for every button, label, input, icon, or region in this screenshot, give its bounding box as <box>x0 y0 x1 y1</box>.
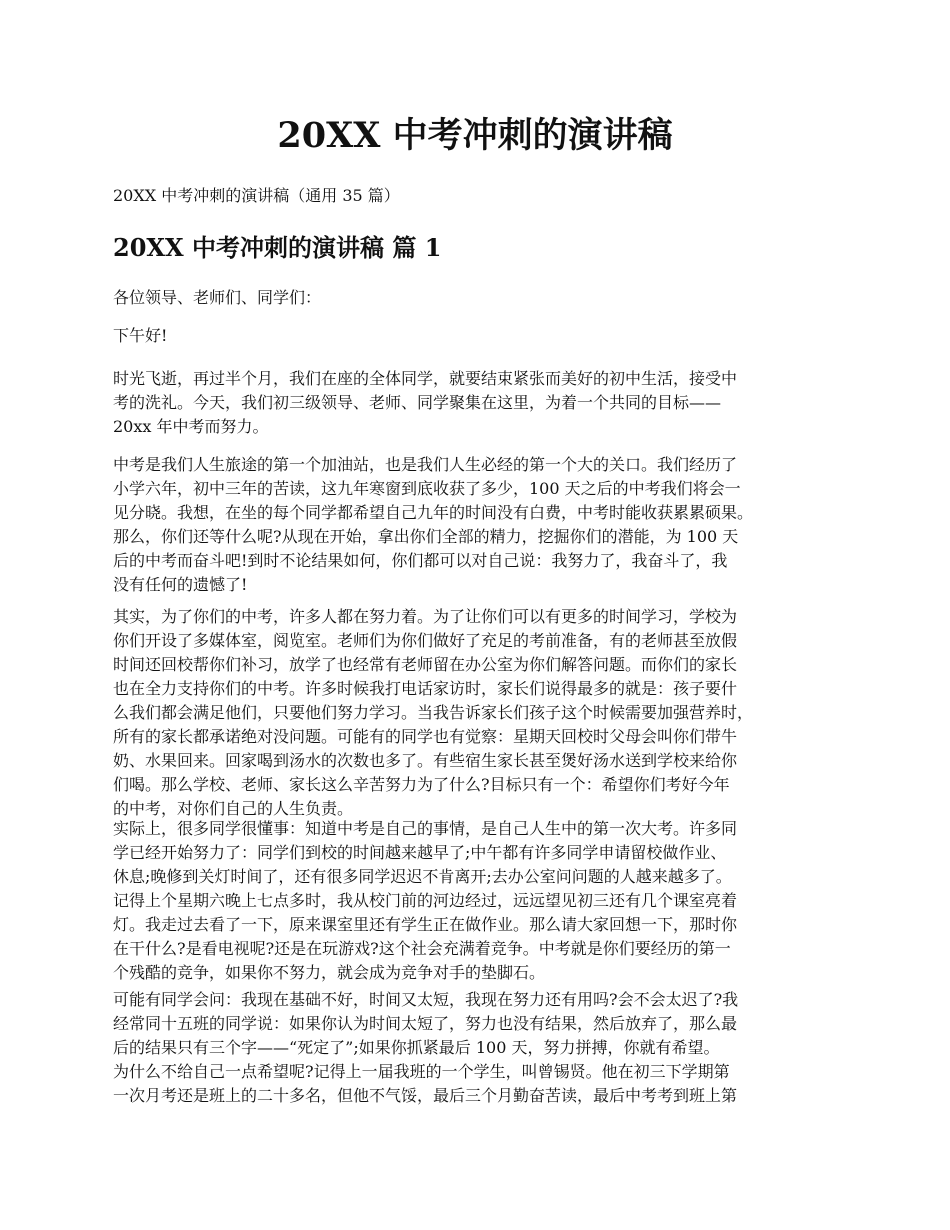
text-line: 时光飞逝，再过半个月，我们在座的全体同学，就要结束紧张而美好的初中生活，接受中 <box>113 369 738 388</box>
paragraph-3 <box>113 367 737 439</box>
text-line: 见分晓。我想，在坐的每个同学都希望自己九年的时间没有白费，中考时能收获累累硕果。 <box>113 503 754 522</box>
text-line: 后的中考而奋斗吧!到时不论结果如何，你们都可以对自己说：我努力了，我奋斗了，我 <box>113 551 728 570</box>
text-line: 的中考，对你们自己的人生负责。 <box>113 799 354 818</box>
text-line: 所有的家长都承诺绝对没问题。可能有的同学也有觉察：星期天回校时父母会叫你们带牛 <box>113 727 738 746</box>
text-line: 休息;晚修到关灯时间了，还有很多同学迟迟不肯离开;去办公室问问题的人越来越多了。 <box>113 867 732 886</box>
text-line: 后的结果只有三个字——“死定了”;如果你抓紧最后 100 天，努力拼搏，你就有希望。 <box>113 1038 720 1057</box>
text-line: 小学六年，初中三年的苦读，这九年寒窗到底收获了多少，100 天之后的中考我们将会一 <box>113 479 741 498</box>
text-line: 为什么不给自己一点希望呢?记得上一届我班的一个学生，叫曾锡贤。他在初三下学期第 <box>113 1062 730 1081</box>
text-line: 经常同十五班的同学说：如果你认为时间太短了，努力也没有结果，然后放弃了，那么最 <box>113 1014 738 1033</box>
document-subtitle: 20XX 中考冲刺的演讲稿（通用 35 篇） <box>113 186 400 205</box>
text-line: 学已经开始努力了：同学们到校的时间越来越早了;中午都有许多同学申请留校做作业、 <box>113 843 727 862</box>
text-line: 记得上个星期六晚上七点多时，我从校门前的河边经过，远远望见初三还有几个课室亮着 <box>113 891 738 910</box>
text-line: 也在全力支持你们的中考。许多时候我打电话家访时，家长们说得最多的就是：孩子要什 <box>113 679 738 698</box>
text-line: 实际上，很多同学很懂事：知道中考是自己的事情，是自己人生中的第一次大考。许多同 <box>113 819 738 838</box>
text-line: 考的洗礼。今天，我们初三级领导、老师、同学聚集在这里，为着一个共同的目标—— <box>113 393 722 412</box>
section-heading: 20XX 中考冲刺的演讲稿 篇 1 <box>113 233 442 262</box>
text-line: 奶、水果回来。回家喝到汤水的次数也多了。有些宿生家长甚至煲好汤水送到学校来给你 <box>113 751 738 770</box>
text-line: 在干什么?是看电视呢?还是在玩游戏?这个社会充满着竞争。中考就是你们要经历的第一 <box>113 939 731 958</box>
paragraph-5 <box>113 605 753 821</box>
text-line: 你们开设了多媒体室，阅览室。老师们为你们做好了充足的考前准备，有的老师甚至放假 <box>113 631 738 650</box>
text-line: 灯。我走过去看了一下，原来课室里还有学生正在做作业。那么请大家回想一下，那时你 <box>113 915 738 934</box>
text-line: 们喝。那么学校、老师、家长这么辛苦努力为了什么?目标只有一个：希望你们考好今年 <box>113 775 730 794</box>
paragraph-7 <box>113 988 738 1108</box>
paragraph-4 <box>113 453 753 597</box>
text-line: 下午好! <box>113 326 168 345</box>
paragraph-greeting <box>113 286 321 310</box>
text-line: 各位领导、老师们、同学们： <box>113 288 322 307</box>
text-line: 可能有同学会问：我现在基础不好，时间又太短，我现在努力还有用吗?会不会太迟了?我 <box>113 990 739 1009</box>
text-line: 中考是我们人生旅途的第一个加油站，也是我们人生必经的第一个大的关口。我们经历了 <box>113 455 738 474</box>
paragraph-6 <box>113 817 737 985</box>
paragraph-salutation <box>113 324 167 348</box>
text-line: 没有任何的遗憾了! <box>113 575 248 594</box>
text-line: 其实，为了你们的中考，许多人都在努力着。为了让你们可以有更多的时间学习，学校为 <box>113 607 738 626</box>
text-line: 个残酷的竞争，如果你不努力，就会成为竞争对手的垫脚石。 <box>113 963 546 982</box>
document-title: 20XX 中考冲刺的演讲稿 <box>277 115 673 156</box>
text-line: 么我们都会满足他们，只要他们努力学习。当我告诉家长们孩子这个时候需要加强营养时， <box>113 703 754 722</box>
text-line: 20xx 年中考而努力。 <box>113 417 269 436</box>
text-line: 时间还回校帮你们补习，放学了也经常有老师留在办公室为你们解答问题。而你们的家长 <box>113 655 738 674</box>
text-line: 那么，你们还等什么呢?从现在开始，拿出你们全部的精力，挖掘你们的潜能，为 100 天 <box>113 527 739 546</box>
text-line: 一次月考还是班上的二十多名，但他不气馁，最后三个月勤奋苦读，最后中考考到班上第 <box>113 1086 738 1105</box>
